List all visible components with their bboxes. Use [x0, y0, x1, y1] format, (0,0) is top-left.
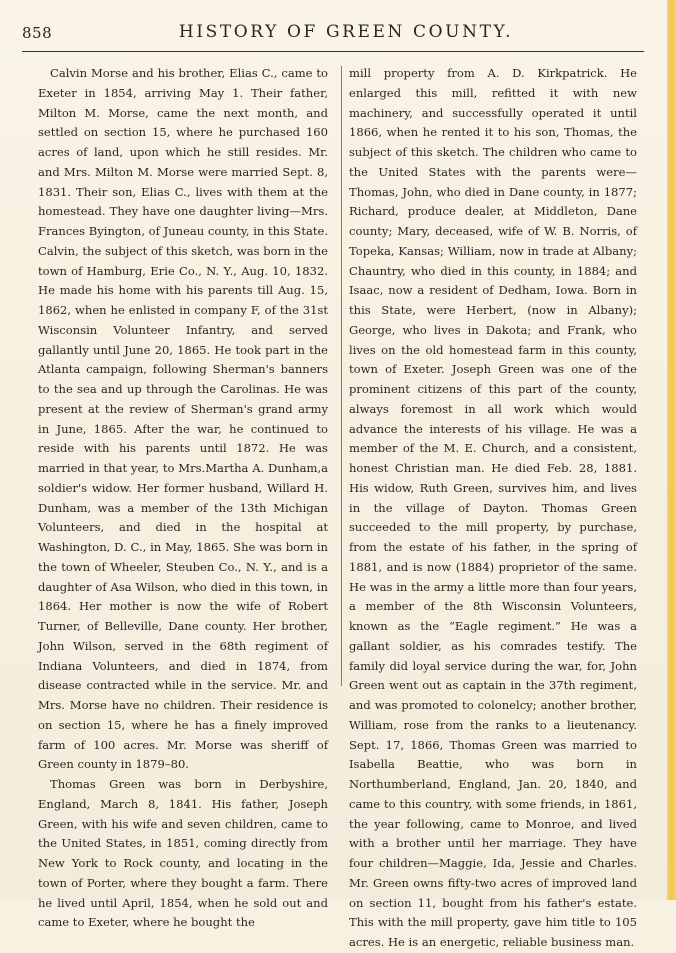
paragraph-morse: Calvin Morse and his brother, Elias C., came to Exeter in 1854, arriving May 1. Their father, Milton M. Morse, came the next month, and settled on section 15, where he purchased 160 acres of land, upon which he still resides. Mr. and Mrs. Milton M. Morse were married Sept. 8, 1831. Their son, Elias C., lives with them at the homestead. They have one daughter living—Mrs. Frances Byington, of Juneau county, in this State. Calvin, the subject of this sketch, was born in the town of Hamburg, Erie Co., N. Y., Aug. 10, 1832. He made his home with his parents till Aug. 15, 1862, when he enlisted in company F, of the 31st Wisconsin Volunteer Infantry, and served gallantly until June 20, 1865. He took part in the Atlanta campaign, following Sherman's banners to the sea and up through the Carolinas. He was present at the review of Sherman's grand army in June, 1865. After the war, he continued to reside with his parents until 1872. He was married in that year, to Mrs.Martha A. Dunham,a soldier's widow. Her former husband, Willard H. Dunham, was a member of the 13th Michigan Volunteers, and died in the hospital at Washington, D. C., in May, 1865. She was born in the town of Wheeler, Steuben Co., N. Y., and is a daughter of Asa Wilson, who died in this town, in 1864. Her mother is now the wife of Robert Turner, of Belleville, Dane county. Her brother, John Wilson, served in the 68th regiment of Indiana Volunteers, and died in 1874, from disease contracted while in the service. Mr. and Mrs. Morse have no children. Their residence is on section 15, where he has a finely improved farm of 100 acres. Mr. Morse was sheriff of Green county in 1879–80. [38, 66, 328, 772]
running-title: HISTORY OF GREEN COUNTY. [178, 22, 514, 42]
right-column [349, 64, 637, 953]
header-rule [22, 51, 644, 52]
page-number: 858 [22, 24, 53, 42]
left-column [38, 64, 328, 933]
page-edge-strip [667, 0, 676, 900]
paragraph-green-continued: mill property from A. D. Kirkpatrick. He enlarged this mill, refitted it with new machinery, and successfully operated it until 1866, when he rented it to his son, Thomas, the subject of this sketch. The children who came to the United States with the parents were—Thomas, John, who died in Dane county, in 1877; Richard, produce dealer, at Middleton, Dane county; Mary, deceased, wife of W. B. Norris, of Topeka, Kansas; William, now in trade at Albany; Chauntry, who died in this county, in 1884; and Isaac, now a resident of Dedham, Iowa. Born in this State, were Herbert, (now in Albany); George, who lives in Dakota; and Frank, who lives on the old homestead farm in this county, town of Exeter. Joseph Green was one of the prominent citizens of this part of the county, always foremost in all work which would advance the interests of his village. He was a member of the M. E. Church, and a consistent, honest Christian man. He died Feb. 28, 1881. His widow, Ruth Green, survives him, and lives in the village of Dayton. Thomas Green succeeded to the mill property, by purchase, from the estate of his father, in the spring of 1881, and is now (1884) proprietor of the same. He was in the army a little more than four years, a member of the 8th Wisconsin Volunteers, known as the “Eagle regiment.” He was a gallant soldier, as his comrades testify. The family did loyal service during the war, for, John Green went out as captain in the 37th regiment, and was promoted to colonelcy; another brother, William, rose from the ranks to a lieutenancy. Sept. 17, 1866, Thomas Green was married to Isabella Beattie, who was born in Northumberland, England, Jan. 20, 1840, and came to this country, with some friends, in 1861, the year following, came to Monroe, and lived with a brother until her marriage. They have four children—Maggie, Ida, Jessie and Charles. Mr. Green owns fifty-two acres of improved land on section 11, bought from his father's estate. This with the mill property, gave him title to 105 acres. He is an energetic, reliable business man. [349, 66, 637, 949]
paragraph-green-intro: Thomas Green was born in Derbyshire, England, March 8, 1841. His father, Joseph Green, with his wife and seven children, came to the United States, in 1851, coming directly from New York to Rock county, and locating in the town of Porter, where they bought a farm. There he lived until April, 1854, when he sold out and came to Exeter, where he bought the [38, 777, 328, 930]
column-divider [341, 66, 342, 686]
page-header [22, 20, 642, 44]
